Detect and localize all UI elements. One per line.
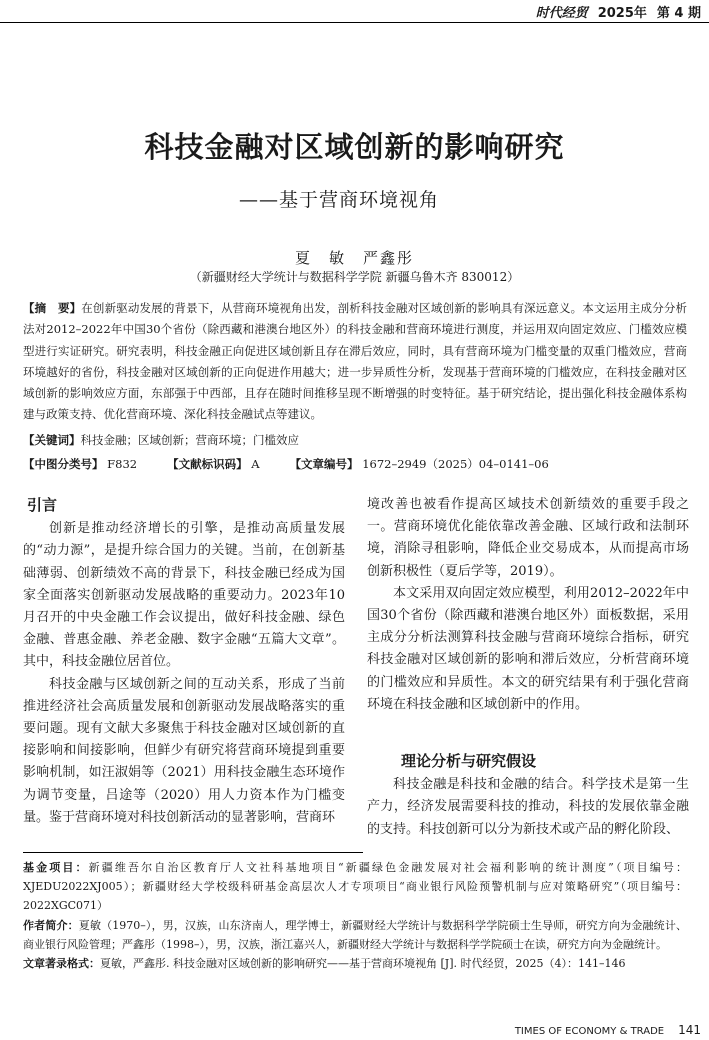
issue-number: 第 4 期 <box>656 6 701 21</box>
keywords-text: 科技金融；区域创新；营商环境；门槛效应 <box>80 433 299 447</box>
citation-text: 夏敏，严鑫彤. 科技金融对区域创新的影响研究——基于营商环境视角 [J]. 时代经贸，2025（4）：141–146 <box>100 957 626 971</box>
running-footer <box>515 1023 701 1037</box>
right-column <box>367 494 689 841</box>
citation-label: 文章著录格式： <box>23 957 100 971</box>
abstract-label: 【摘 要】 <box>23 301 82 315</box>
abstract-text: 在创新驱动发展的背景下，从营商环境视角出发，剖析科技金融对区域创新的影响具有深远意义。本文运用主成分分析法对2012–2022年中国30个省份（除西藏和港澳台地区外）的科技金融和营商环境进行测度，并运用双向固定效应、门槛效应模型进行实证研究。研究表明，科技金融正向促进区域创新且存在滞后效应，同时，具有营商环境为门槛变量的双重门槛效应，营商环境越好的省份，科技金融对区域创新的正向促进作用越大；进一步异质性分析，发现基于营商环境的门槛效应，在科技金融对区域创新的影响效应方面，东部强于中西部，且存在随时间推移呈现不断增强的时变特征。基于研究结论，提出强化科技金融体系构建与政策支持、优化营商环境、深化科技金融试点等建议。 <box>23 301 688 422</box>
issue-year: 2025年 <box>597 6 647 21</box>
paragraph: 科技金融是科技和金融的结合。科学技术是第一生产力，经济发展需要科技的推动，科技的发展依靠金融的支持。科技创新可以分为新技术或产品的孵化阶段、 <box>367 777 689 837</box>
footnotes <box>23 858 687 973</box>
section-heading-intro: 引言 <box>27 496 58 514</box>
keywords <box>23 432 299 448</box>
abstract <box>23 298 687 426</box>
doc-code-label: 【文献标识码】 <box>167 457 248 471</box>
header-rule <box>0 22 709 23</box>
paragraph: 本文采用双向固定效应模型，利用2012–2022年中国30个省份（除西藏和港澳台地区外）面板数据，采用主成分分析法测算科技金融与营商环境综合指标，研究科技金融对区域创新的影响和滞后效应，分析营商环境的门槛效应和异质性。本文的研究结果有利于强化营商环境在科技金融和区域创新中的作用。 <box>367 585 689 712</box>
footnote-rule <box>23 852 363 853</box>
affiliation: （新疆财经大学统计与数据科学学院 新疆乌鲁木齐 830012） <box>189 270 520 284</box>
section-heading-theory: 理论分析与研究假设 <box>401 752 537 771</box>
fund-label: 基金项目： <box>23 861 89 874</box>
fund-text: 新疆维吾尔自治区教育厅人文社科基地项目“新疆绿色金融发展对社会福利影响的统计测度”（项目编号：XJEDU2022XJ005）；新疆财经大学校级科研基金高层次人才专项项目“商业银行风险预警机制与应对策略研究”（项目编号：2022XGC071） <box>23 861 688 913</box>
page-number: 141 <box>678 1023 701 1037</box>
article-meta <box>23 456 549 472</box>
author-bio-text: 夏敏（1970–），男，汉族，山东济南人，理学博士，新疆财经大学统计与数据科学学院硕士生导师，研究方向为金融统计、商业银行风险管理；严鑫彤（1998–），男，汉族，浙江嘉兴人，新疆财经大学统计与数据科学学院硕士在读，研究方向为金融统计。 <box>23 918 687 951</box>
doc-code-value: A <box>251 457 260 471</box>
keywords-label: 【关键词】 <box>23 433 81 447</box>
left-column <box>23 494 345 829</box>
clc-value: F832 <box>107 457 138 471</box>
journal-name: 时代经贸 <box>535 6 588 21</box>
paragraph: 创新是推动经济增长的引擎，是推动高质量发展的“动力源”，是提升综合国力的关键。当前，在创新基础薄弱、创新绩效不高的背景下，科技金融已经成为国家全面落实创新驱动发展战略的重要动力。2023年10月召开的中央金融工作会议提出，做好科技金融、绿色金融、普惠金融、养老金融、数字金融“五篇大文章”。其中，科技金融位居首位。 <box>23 521 345 670</box>
journal-english-name: TIMES OF ECONOMY & TRADE <box>514 1026 665 1037</box>
running-header <box>536 2 701 21</box>
author-bio-label: 作者简介： <box>23 918 79 932</box>
paper-subtitle: ——基于营商环境视角 <box>239 189 440 211</box>
paragraph: 科技金融与区域创新之间的互动关系，形成了当前推进经济社会高质量发展和创新驱动发展战略落实的重要问题。现有文献大多聚焦于科技金融对区域创新的直接影响和间接影响，但鲜少有研究将营商环境提到重要影响机制，如汪淑娟等（2021）用科技金融生态环境作为调节变量，吕途等（2020）用人力资本作为门槛变量。鉴于营商环境对科技创新活动的显著影响，营商环 <box>23 676 345 825</box>
authors: 夏 敏 严鑫彤 <box>294 249 414 267</box>
article-no-label: 【文章编号】 <box>289 457 359 471</box>
clc-label: 【中图分类号】 <box>23 457 104 471</box>
paragraph: 境改善也被看作提高区域技术创新绩效的重要手段之一。营商环境优化能依靠改善金融、区域行政和法制环境，消除寻租影响，降低企业交易成本，从而提高市场创新积极性（夏后学等，2019）。 <box>367 497 689 579</box>
article-no-value: 1672–2949（2025）04–0141–06 <box>362 457 549 471</box>
paper-title: 科技金融对区域创新的影响研究 <box>144 130 565 164</box>
